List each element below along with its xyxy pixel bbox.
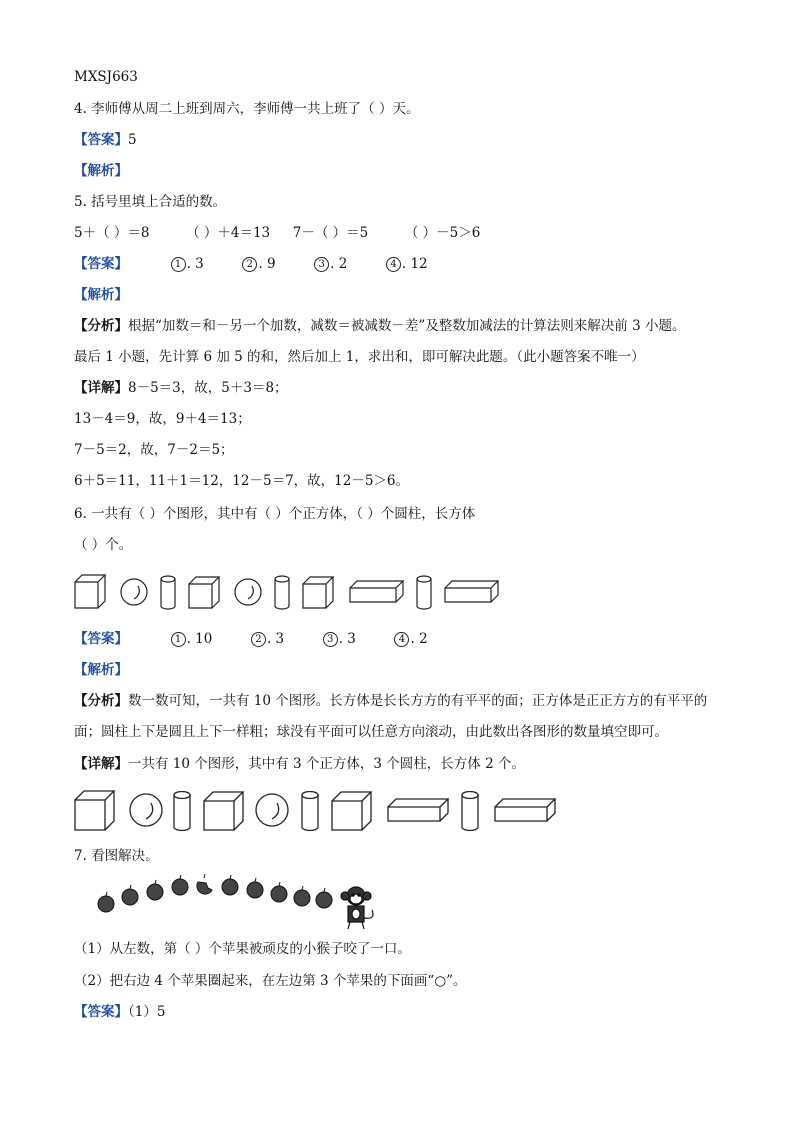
sphere-shape [235, 579, 261, 605]
q5-fenxi-1 [74, 317, 685, 335]
circled-number: 1 [171, 632, 186, 647]
cuboid-shape [350, 581, 403, 602]
apple-icon [122, 885, 138, 905]
cylinder-shape [462, 792, 478, 831]
q5-xiangjie-3: 7－5＝2，故，7－2＝5； [74, 442, 234, 458]
shapes-row-question [72, 572, 502, 612]
answer-value: . 3 [338, 631, 356, 647]
question-5: 5. 括号里填上合适的数。 [74, 194, 227, 210]
apple-icon [316, 888, 332, 908]
q7-answer: （1）5 [128, 1004, 166, 1020]
sphere-shape [256, 794, 288, 826]
fenxi-text: 数一数可知，一共有 10 个图形。长方体是长长方方的有平平的面；正方体是正正方方的有平平的 [128, 693, 708, 709]
apple-icon [172, 875, 188, 895]
cylinder-shape [417, 576, 431, 609]
apple-icon [222, 875, 238, 895]
answer-value: . 2 [330, 256, 348, 272]
cube-shape [75, 575, 105, 608]
answer-tag: 【答案】 [74, 132, 128, 148]
answer-value: . 2 [410, 631, 428, 647]
fenxi-text: 根据“加数＝和－另一个加数，减数＝被减数－差”及整数加减法的计算法则来解决前 3 小题。 [128, 318, 686, 334]
q5-expr-1: 5＋（ ）＝8 [74, 225, 150, 241]
answer-tag: 【答案】 [74, 631, 128, 647]
q5-expr-4: （ ）－5＞6 [404, 225, 481, 241]
xiangjie-text: 8－5＝3，故，5＋3＝8； [128, 380, 288, 396]
q5-fenxi-2: 最后 1 小题，先计算 6 加 5 的和，然后加上 1，求出和，即可解决此题。（此小题答案不唯一） [74, 349, 645, 365]
q7-answer-line [74, 1003, 165, 1021]
bitten-apple-icon [197, 874, 212, 894]
cuboid-shape [388, 799, 448, 821]
q5-answer-line [74, 255, 428, 273]
q5-xiangjie-2: 13－4＝9，故，9＋4＝13； [74, 411, 251, 427]
question-6-line-1: 6. 一共有（ ）个图形，其中有（ ）个正方体，（ ）个圆柱，长方体 [74, 506, 476, 522]
q7-sub-1: （1）从左数，第（ ）个苹果被顽皮的小猴子咬了一口。 [74, 941, 411, 957]
cuboid-shape [445, 581, 498, 602]
q4-answer: 5 [128, 132, 137, 148]
fenxi-tag: 【分析】 [74, 693, 128, 709]
sphere-shape [121, 579, 147, 605]
shapes-row-answer [72, 788, 562, 834]
cylinder-shape [302, 792, 318, 831]
circled-number: 3 [323, 632, 338, 647]
q5-xiangjie-4: 6＋5＝11，11＋1＝12，12－5＝7，故，12－5＞6。 [74, 473, 410, 489]
q4-answer-line [74, 131, 137, 149]
xiangjie-tag: 【详解】 [74, 756, 128, 772]
circled-number: 4 [394, 632, 409, 647]
q5-expr-3: 7－（ ）＝5 [292, 225, 369, 241]
cube-shape [332, 792, 371, 830]
analysis-tag: 【解析】 [74, 163, 128, 179]
doc-code: MXSJ663 [74, 69, 138, 85]
answer-value: . 3 [266, 631, 285, 647]
apple-icon [294, 886, 310, 906]
cylinder-shape [174, 792, 190, 831]
cube-shape [75, 791, 114, 830]
cuboid-shape [495, 799, 555, 821]
answer-tag: 【答案】 [74, 1004, 128, 1020]
q6-fenxi-1 [74, 692, 707, 710]
apple-icon [271, 882, 287, 902]
sphere-shape [130, 794, 162, 826]
fenxi-tag: 【分析】 [74, 318, 128, 334]
q6-xiangjie-1 [74, 755, 525, 773]
analysis-tag: 【解析】 [74, 287, 128, 303]
circled-number: 2 [242, 257, 257, 272]
answer-value: . 10 [186, 631, 213, 647]
circled-number: 1 [171, 257, 186, 272]
question-4: 4. 李师傅从周二上班到周六，李师傅一共上班了（ ）天。 [74, 101, 420, 117]
analysis-tag: 【解析】 [74, 662, 128, 678]
xiangjie-tag: 【详解】 [74, 380, 128, 396]
cube-shape [303, 577, 333, 608]
question-7: 7. 看图解决。 [74, 848, 159, 864]
q5-expr-2: （ ）＋4＝13 [186, 225, 271, 241]
answer-value: . 12 [401, 256, 428, 272]
q6-fenxi-2: 面；圆柱上下是圆且上下一样粗；球没有平面可以任意方向滚动，由此数出各图形的数量填空即可。 [74, 724, 668, 740]
cylinder-shape [161, 576, 175, 609]
answer-value: . 9 [258, 256, 276, 272]
circled-number: 2 [251, 632, 266, 647]
q5-xiangjie-1 [74, 379, 288, 397]
circled-number: 4 [386, 257, 401, 272]
q5-expressions [74, 224, 480, 242]
cube-shape [204, 792, 243, 830]
monkey-icon [341, 887, 373, 929]
circled-number: 3 [314, 257, 329, 272]
q7-sub-2: （2）把右边 4 个苹果圈起来，在左边第 3 个苹果的下面画“○”。 [74, 973, 467, 989]
answer-tag: 【答案】 [74, 256, 128, 272]
answer-value: . 3 [186, 256, 204, 272]
apple-icon [98, 892, 114, 912]
xiangjie-text: 一共有 10 个图形，其中有 3 个正方体，3 个圆柱，长方体 2 个。 [128, 756, 525, 772]
question-6-line-2: （ ）个。 [74, 537, 133, 553]
apples-monkey-illustration [94, 870, 394, 932]
apple-icon [147, 880, 163, 900]
apple-icon [247, 878, 263, 898]
q6-answer-line [74, 630, 428, 648]
cylinder-shape [275, 576, 289, 609]
cube-shape [189, 577, 219, 608]
